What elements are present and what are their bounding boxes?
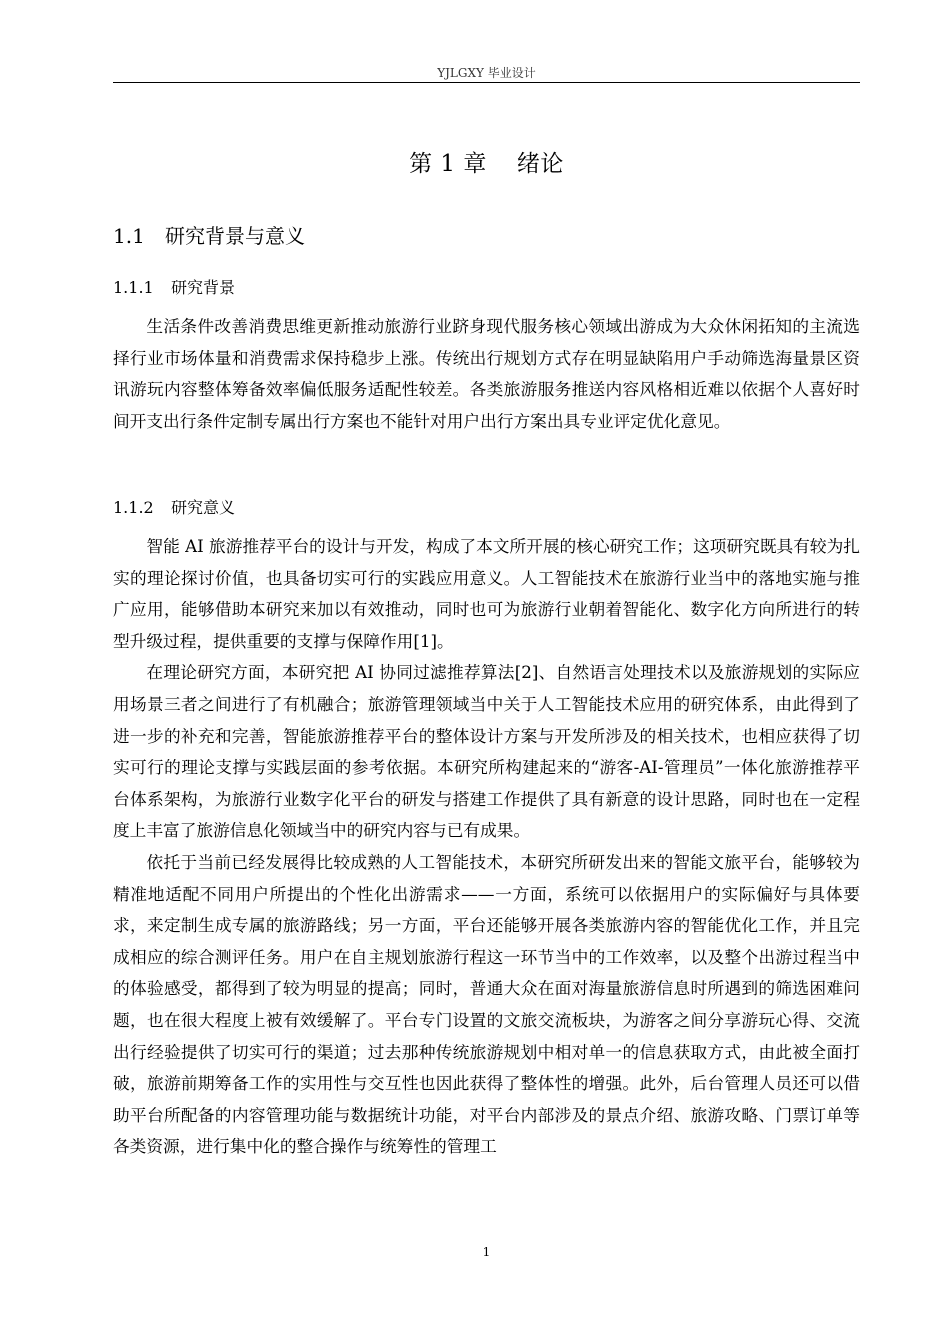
- section-number: 1.1: [113, 224, 145, 248]
- subsection-title: 研究背景: [171, 278, 236, 297]
- subsection-number: 1.1.1: [113, 278, 154, 297]
- chapter-number: 第 1 章: [409, 151, 487, 177]
- section-heading-1-1: [113, 220, 305, 249]
- paragraph-significance-1: 智能 AI 旅游推荐平台的设计与开发，构成了本文所开展的核心研究工作；这项研究既具有较为扎实的理论探讨价值，也具备切实可行的实践应用意义。人工智能技术在旅游行业当中的落地实施与推广应用，能够借助本研究来加以有效推动，同时也可为旅游行业朝着智能化、数字化方向所进行的转型升级过程，提供重要的支撑与保障作用[1]。: [113, 536, 860, 651]
- subsection-heading-1-1-2: [113, 495, 235, 518]
- subsection-number: 1.1.2: [113, 498, 154, 517]
- paragraph-significance-2: 在理论研究方面，本研究把 AI 协同过滤推荐算法[2]、自然语言处理技术以及旅游规划的实际应用场景三者之间进行了有机融合；旅游管理领域当中关于人工智能技术应用的研究体系，由此得到了进一步的补充和完善，智能旅游推荐平台的整体设计方案与开发所涉及的相关技术，也相应获得了切实可行的理论支撑与实践层面的参考依据。本研究所构建起来的“游客-AI-管理员”一体化旅游推荐平台体系架构，为旅游行业数字化平台的研发与搭建工作提供了具有新意的设计思路，同时也在一定程度上丰富了旅游信息化领域当中的研究内容与已有成果。: [113, 662, 860, 841]
- running-header: YJLGXY 毕业设计: [437, 66, 536, 80]
- paragraph-research-background: 生活条件改善消费思维更新推动旅游行业跻身现代服务核心领域出游成为大众休闲拓知的主流选择行业市场体量和消费需求保持稳步上涨。传统出行规划方式存在明显缺陷用户手动筛选海量景区资讯游玩内容整体筹备效率偏低服务适配性较差。各类旅游服务推送内容风格相近难以依据个人喜好时间开支出行条件定制专属出行方案也不能针对用户出行方案出具专业评定优化意见。: [113, 316, 860, 431]
- subsection-heading-1-1-1: [113, 275, 235, 298]
- research-significance-body: [0, 531, 860, 1163]
- paragraph-significance-3: 依托于当前已经发展得比较成熟的人工智能技术，本研究所研发出来的智能文旅平台，能够较为精准地适配不同用户所提出的个性化出游需求——一方面，系统可以依据用户的实际偏好与具体要求，来定制生成专属的旅游路线；另一方面，平台还能够开展各类旅游内容的智能优化工作，并且完成相应的综合测评任务。用户在自主规划旅游行程这一环节当中的工作效率，以及整个出游过程当中的体验感受，都得到了较为明显的提高；同时，普通大众在面对海量旅游信息时所遇到的筛选困难问题，也在很大程度上被有效缓解了。平台专门设置的文旅交流板块，为游客之间分享游玩心得、交流出行经验提供了切实可行的渠道；过去那种传统旅游规划中相对单一的信息获取方式，由此被全面打破，旅游前期筹备工作的实用性与交互性也因此获得了整体性的增强。此外，后台管理人员还可以借助平台所配备的内容管理功能与数据统计功能，对平台内部涉及的景点介绍、旅游攻略、门票订单等各类资源，进行集中化的整合操作与统筹性的管理工: [113, 851, 860, 1157]
- header-rule: [113, 82, 860, 83]
- chapter-title: [113, 145, 860, 178]
- chapter-name: 绪论: [516, 151, 564, 177]
- section-title: 研究背景与意义: [165, 224, 305, 248]
- page-number: 1: [482, 1245, 491, 1259]
- subsection-title: 研究意义: [171, 498, 236, 517]
